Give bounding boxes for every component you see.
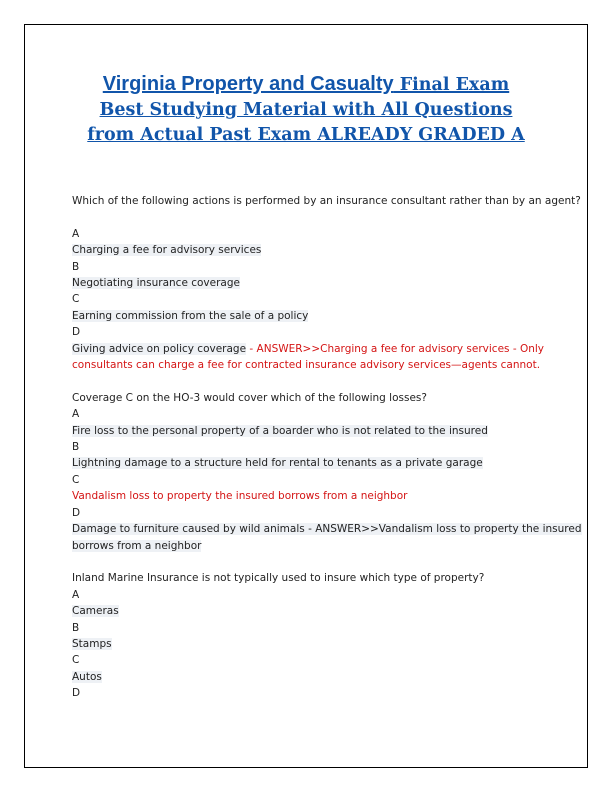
title-part-2: Final Exam bbox=[393, 75, 510, 95]
option-label: D bbox=[72, 506, 81, 519]
option-label: B bbox=[72, 260, 80, 273]
option-text: Autos bbox=[72, 670, 102, 683]
option-label: D bbox=[72, 687, 81, 700]
question-block-3 bbox=[72, 570, 542, 701]
option-label: C bbox=[72, 473, 80, 486]
option-text: Lightning damage to a structure held for rental to tenants as a private garage bbox=[72, 457, 483, 470]
question-text: Inland Marine Insurance is not typically used to insure which type of property? bbox=[72, 572, 485, 585]
title-line-2: Best Studying Material with All Questions bbox=[99, 100, 513, 120]
option-text: Giving advice on policy coverage bbox=[72, 342, 247, 355]
option-text-with-answer: Damage to furniture caused by wild animals - ANSWER>>Vandalism loss to property the insured bbox=[72, 523, 582, 536]
option-text: Negotiating insurance coverage bbox=[72, 277, 240, 290]
option-label: A bbox=[72, 588, 80, 601]
option-text: Fire loss to the personal property of a boarder who is not related to the insured bbox=[72, 424, 488, 437]
answer-text: - ANSWER>>Charging a fee for advisory services - Only bbox=[246, 342, 545, 355]
option-label: A bbox=[72, 408, 80, 421]
question-block-1 bbox=[72, 193, 581, 373]
title-line-1 bbox=[24, 72, 588, 98]
option-label: B bbox=[72, 441, 80, 454]
option-label: A bbox=[72, 227, 80, 240]
title-line-3: from Actual Past Exam ALREADY GRADED A bbox=[87, 125, 525, 145]
question-block-2 bbox=[72, 390, 582, 554]
exam-content bbox=[72, 193, 582, 702]
document-title bbox=[24, 72, 588, 148]
option-text: Stamps bbox=[72, 637, 112, 650]
answer-continuation: borrows from a neighbor bbox=[72, 539, 202, 552]
option-label: B bbox=[72, 621, 80, 634]
option-label: D bbox=[72, 326, 81, 339]
option-text: Earning commission from the sale of a policy bbox=[72, 309, 309, 322]
question-text: Which of the following actions is performed by an insurance consultant rather than by an agent? bbox=[72, 195, 581, 207]
option-label: C bbox=[72, 293, 80, 306]
option-text: Charging a fee for advisory services bbox=[72, 244, 262, 257]
question-text: Coverage C on the HO-3 would cover which of the following losses? bbox=[72, 391, 427, 404]
title-part-1: Virginia Property and Casualty bbox=[102, 73, 394, 95]
answer-explanation: consultants can charge a fee for contracted insurance advisory services—agents cannot. bbox=[72, 359, 541, 372]
correct-option-text: Vandalism loss to property the insured borrows from a neighbor bbox=[72, 490, 408, 503]
option-label: C bbox=[72, 654, 80, 667]
option-text: Cameras bbox=[72, 605, 119, 618]
